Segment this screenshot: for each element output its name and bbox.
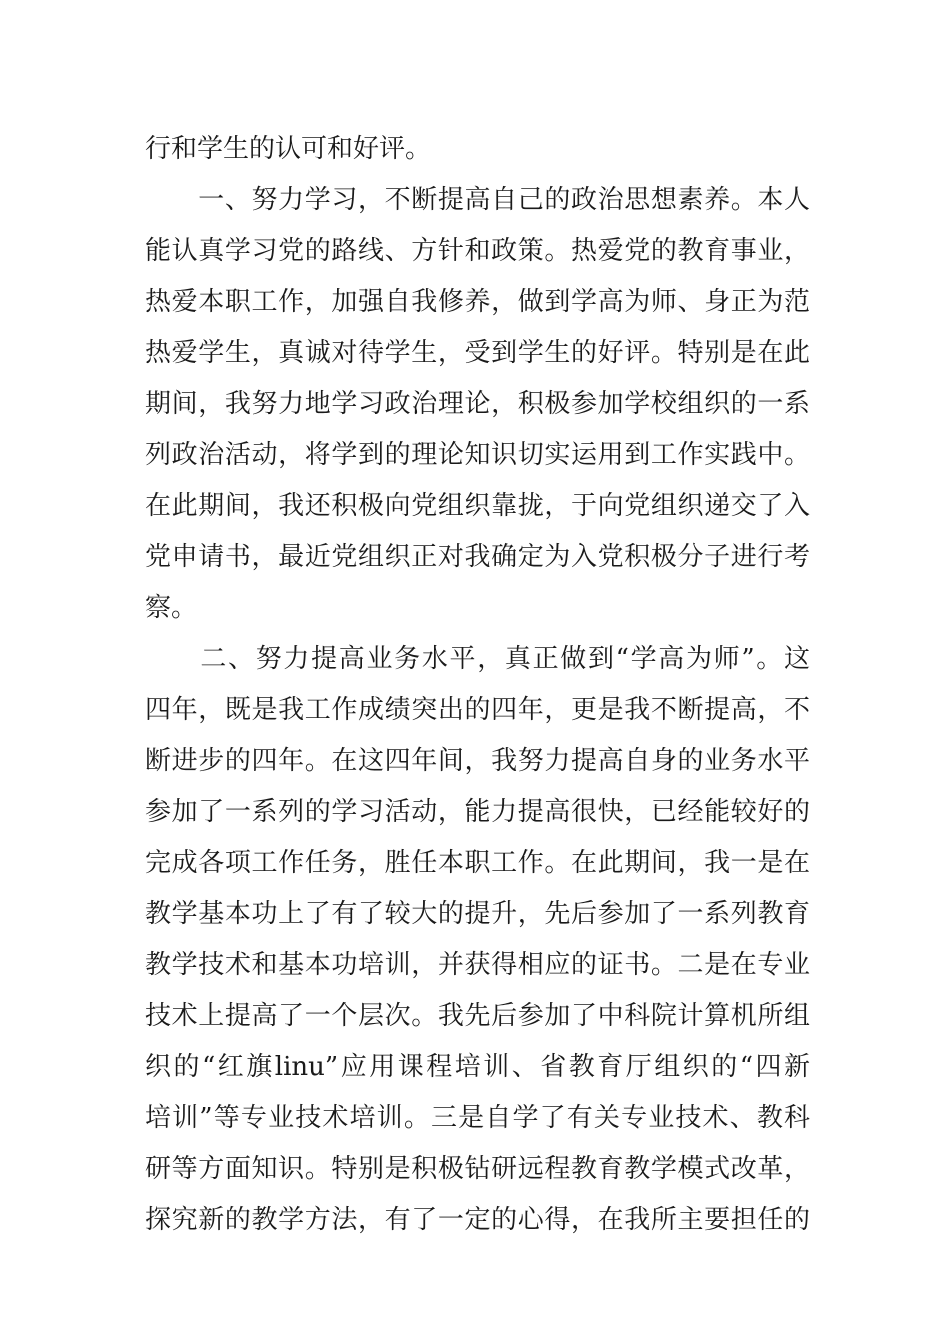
text-line: 二、努力提高业务水平，真正做到“学高为师”。这 (145, 644, 810, 674)
text-line: 技术上提高了一个层次。我先后参加了中科院计算机所组 (145, 1001, 810, 1031)
text-line: 织的“红旗linu”应用课程培训、省教育厅组织的“四新 (145, 1052, 810, 1082)
text-line: 在此期间，我还积极向党组织靠拢，于向党组织递交了入 (145, 491, 810, 521)
text-line: 行和学生的认可和好评。 (145, 134, 432, 164)
text-line: 期间，我努力地学习政治理论，积极参加学校组织的一系 (145, 389, 810, 419)
text-line: 培训”等专业技术培训。三是自学了有关专业技术、教科 (145, 1103, 810, 1133)
text-line: 四年，既是我工作成绩突出的四年，更是我不断提高，不 (145, 695, 810, 725)
text-line: 完成各项工作任务，胜任本职工作。在此期间，我一是在 (145, 848, 810, 878)
document-body (145, 124, 810, 1246)
text-line: 教学基本功上了有了较大的提升，先后参加了一系列教育 (145, 899, 810, 929)
text-line: 参加了一系列的学习活动，能力提高很快，已经能较好的 (145, 797, 810, 827)
text-line: 探究新的教学方法，有了一定的心得，在我所主要担任的 (145, 1205, 810, 1235)
text-line: 研等方面知识。特别是积极钻研远程教育教学模式改革， (145, 1154, 810, 1184)
text-line: 热爱本职工作，加强自我修养，做到学高为师、身正为范 (145, 287, 810, 317)
text-line: 能认真学习党的路线、方针和政策。热爱党的教育事业， (145, 236, 810, 266)
text-line: 一、努力学习，不断提高自己的政治思想素养。本人 (145, 185, 810, 215)
text-line: 断进步的四年。在这四年间，我努力提高自身的业务水平 (145, 746, 810, 776)
text-line: 察。 (145, 593, 198, 623)
text-line: 列政治活动，将学到的理论知识切实运用到工作实践中。 (145, 440, 810, 470)
text-line: 党申请书，最近党组织正对我确定为入党积极分子进行考 (145, 542, 810, 572)
text-line: 教学技术和基本功培训，并获得相应的证书。二是在专业 (145, 950, 810, 980)
text-line: 热爱学生，真诚对待学生，受到学生的好评。特别是在此 (145, 338, 810, 368)
